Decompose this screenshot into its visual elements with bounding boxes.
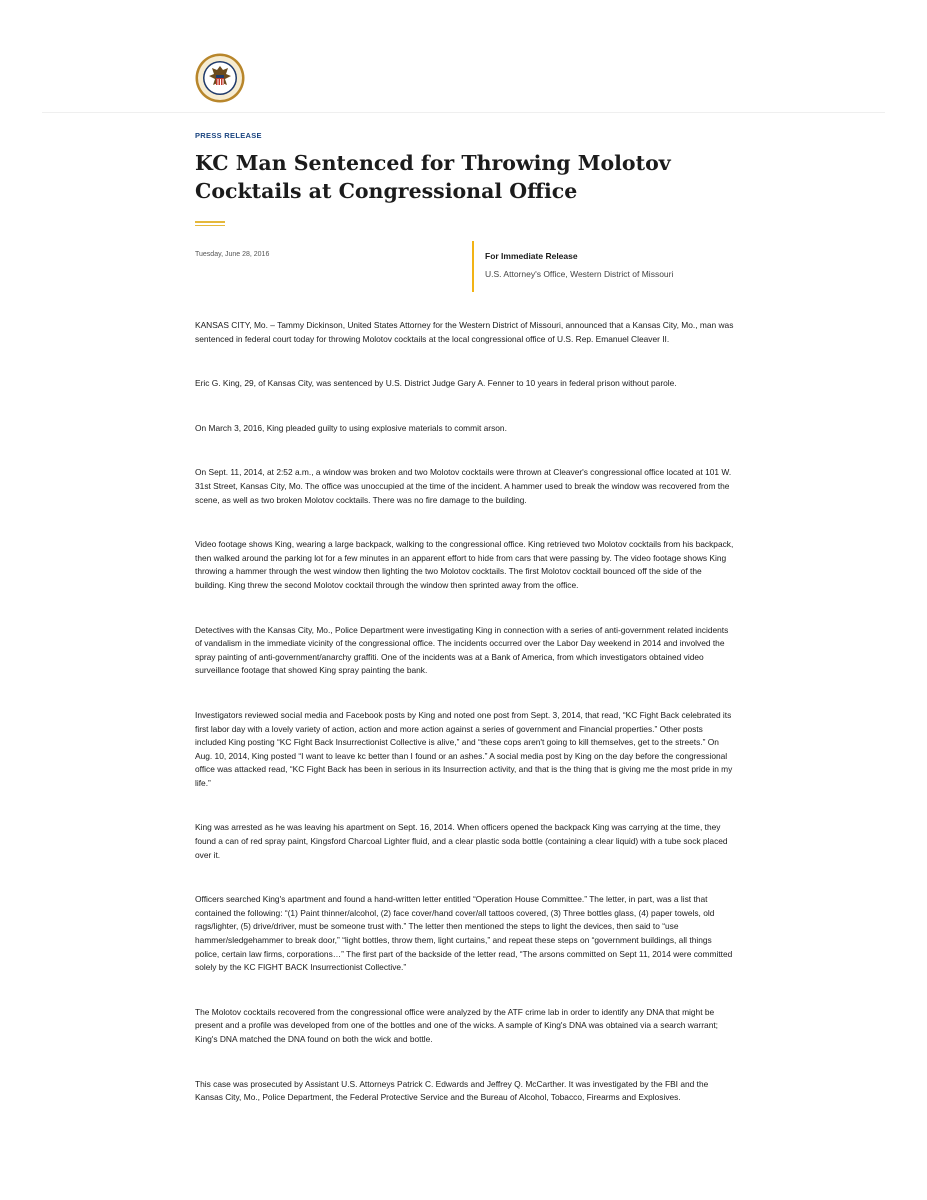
- press-release-label: PRESS RELEASE: [195, 131, 262, 140]
- article-paragraph: On March 3, 2016, King pleaded guilty to using explosive materials to commit arson.: [195, 422, 507, 433]
- page-title: KC Man Sentenced for Throwing Molotov Cocktails at Congressional Office: [195, 151, 671, 203]
- doj-seal-icon: [195, 53, 245, 103]
- article-paragraph: Detectives with the Kansas City, Mo., Police Department were investigating King in connection with a series of anti-government related incidents of vandalism in the immediate vicinity of the congressional office. The incidents occurred over the Labor Day weekend in 2014 and involved the spray painting of anti-government/anarchy graffiti. One of the incidents was at a Bank of America, from which investigators obtained video surveillance footage that showed King spray painting the bank.: [195, 624, 729, 676]
- article-paragraph: The Molotov cocktails recovered from the congressional office were analyzed by the ATF crime lab in order to identify any DNA that might be present and a profile was developed from one of the bottles and one of the wicks. A sample of King's DNA was obtained via a search warrant; King's DNA matched the DNA found on both the wick and bottle.: [195, 1006, 719, 1044]
- article-paragraph: KANSAS CITY, Mo. – Tammy Dickinson, United States Attorney for the Western District of Missouri, announced that a Kansas City, Mo., man was sentenced in federal court today for throwing Molotov cocktails at the local congressional office of U.S. Rep. Emanuel Cleaver II.: [195, 320, 734, 344]
- issuing-office: U.S. Attorney's Office, Western District of Missouri: [485, 269, 674, 279]
- release-date: Tuesday, June 28, 2016: [195, 251, 270, 258]
- article-paragraph: This case was prosecuted by Assistant U.S. Attorneys Patrick C. Edwards and Jeffrey Q. McCarther. It was investigated by the FBI and the Kansas City, Mo., Police Department, the Federal Protective Service and the Bureau of Alcohol, Tobacco, Firearms and Explosives.: [195, 1078, 709, 1103]
- release-info-box: [472, 241, 673, 292]
- release-label: For Immediate Release: [485, 251, 578, 261]
- article-paragraph: Officers searched King's apartment and found a hand-written letter entitled “Operation House Committee.” The letter, in part, was a list that contained the following: “(1) Paint thinner/alcohol, (2) face cover/hand cover/all tattoos covered, (3) Three bottles glass, (4) paper towels, old rags/lighter, (5) drive/driver, must be someone trust with.” The letter then mentioned the steps to light the devices, then said to “use hammer/sledgehammer to break door,” “light bottles, throw them, light curtains,” and repeat these steps on “government buildings, all things police, certain law firms, corporations…” The first part of the backside of the letter read, “The arsons committed on Sept 11, 2014 were committed solely by the KC FIGHT BACK Insurrectionist Collective.”: [195, 894, 733, 973]
- article-paragraph: Eric G. King, 29, of Kansas City, was sentenced by U.S. District Judge Gary A. Fenner to 10 years in federal prison without parole.: [195, 378, 677, 389]
- article-paragraph: Investigators reviewed social media and Facebook posts by King and noted one post from Sept. 3, 2014, that read, “KC Fight Back celebrated its first labor day with a lovely variety of action, action and more action against a series of government and Financial properties.” Other posts included King posting “KC Fight Back Insurrectionist Collective is alive,” and “these cops aren't going to kill themselves, get to the streets.” On Aug. 10, 2014, King posted “I want to leave kc better than I found or an ashes.” A social media post by King on the day before the congressional office was attacked read, “KC Fight Back has been in serious in its Insurrection activity, and that is the thing that is giving me the most pride in my life.”: [195, 709, 733, 788]
- title-underline: [195, 221, 225, 228]
- article-paragraph: King was arrested as he was leaving his apartment on Sept. 16, 2014. When officers opened the backpack King was carrying at the time, they found a can of red spray paint, Kingsford Charcoal Lighter fluid, and a clear plastic soda bottle (containing a clear liquid) with a tube sock placed over it.: [195, 822, 728, 860]
- article-body: [195, 319, 735, 1136]
- article-paragraph: On Sept. 11, 2014, at 2:52 a.m., a window was broken and two Molotov cocktails were thrown at Cleaver's congressional office located at 101 W. 31st Street, Kansas City, Mo. The office was unoccupied at the time of the incident. A hammer used to break the window was recovered from the scene, as well as two broken Molotov cocktails. There was no fire damage to the building.: [195, 467, 732, 505]
- article-paragraph: Video footage shows King, wearing a large backpack, walking to the congressional office. King retrieved two Molotov cocktails from his backpack, then walked around the parking lot for a few minutes in an apparent effort to hide from cars that were passing by. The video footage shows King throwing a hammer through the west window then lighting the two Molotov cocktails. The first Molotov cocktail bounced off the side of the building. King threw the second Molotov cocktail through the window then sprinted away from the office.: [195, 539, 734, 590]
- header-divider: [42, 112, 885, 113]
